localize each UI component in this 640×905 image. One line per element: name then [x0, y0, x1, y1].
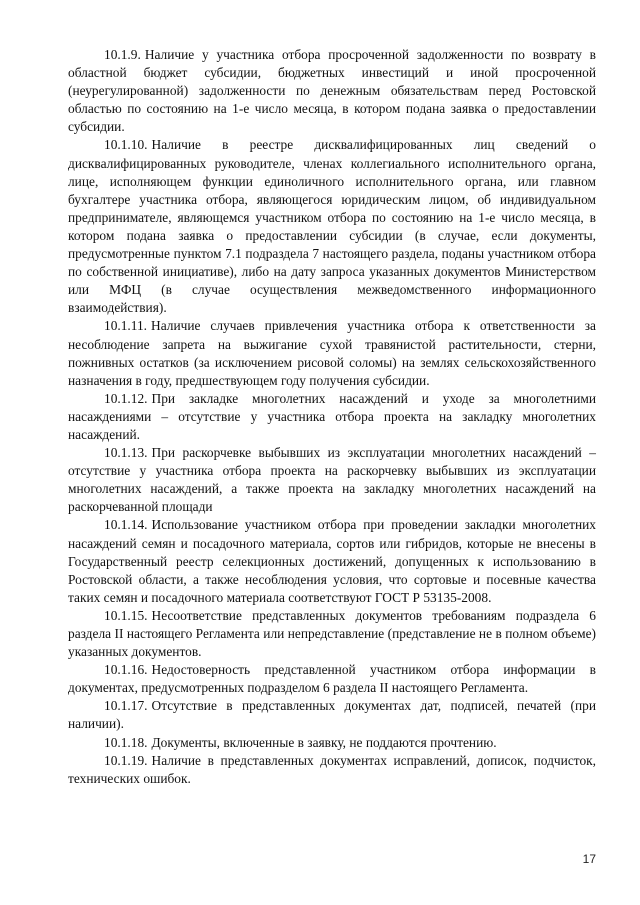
paragraph-number: 10.1.9. — [104, 47, 141, 62]
paragraph-text: Использование участником отбора при проведении закладки многолетних насаждений семян и посадочного материала, сортов или гибридов, которые не внесены в Государственный реестр селекционных достижений, допущенных к использованию в Ростовской области, а также несоблюдения условия, что сортовые и посевные качества таких семян и посадочного материала соответствуют ГОСТ Р 53135-2008. — [68, 517, 596, 605]
paragraph-10-1-11 — [68, 317, 596, 389]
paragraph-text: Недостоверность представленной участником отбора информации в документах, предусмотренных подразделом 6 раздела II настоящего Регламента. — [68, 662, 596, 696]
paragraph-text: Отсутствие в представленных документах дат, подписей, печатей (при наличии). — [68, 698, 596, 732]
page-number: 17 — [582, 852, 596, 866]
paragraph-10-1-10 — [68, 136, 596, 317]
paragraph-text: Наличие в реестре дисквалифицированных лиц сведений о дисквалифицированных руководителе, членах коллегиального исполнительного органа, лице, исполняющем функции единоличного исполнительного органа, или главном бухгалтере участника отбора, являющегося юридическим лицом, об индивидуальном предпринимателе, являющемся участником отбора по состоянию на 1-е число месяца, в котором подана заявка о предоставлении субсидии (в случае, если документы, предусмотренные пунктом 7.1 подраздела 7 настоящего раздела, поданы участником отбора по собственной инициативе), либо на дату запроса указанных документов Министерством или МФЦ (в случае осуществления межведомственного информационного взаимодействия). — [68, 137, 596, 316]
page-body — [68, 46, 596, 788]
paragraph-number: 10.1.11. — [104, 318, 148, 334]
paragraph-number: 10.1.12. — [104, 390, 148, 406]
paragraph-number: 10.1.19. — [104, 752, 148, 768]
paragraph-10-1-13 — [68, 444, 596, 516]
paragraph-text: При закладке многолетних насаждений и уходе за многолетними насаждениями – отсутствие у участника отбора проекта на закладку многолетних насаждений. — [68, 390, 596, 442]
paragraph-10-1-15 — [68, 607, 596, 661]
paragraph-10-1-14 — [68, 516, 596, 606]
paragraph-number: 10.1.18. — [104, 734, 148, 750]
paragraph-10-1-18 — [68, 734, 596, 752]
paragraph-10-1-17 — [68, 697, 596, 733]
paragraph-number: 10.1.14. — [104, 517, 148, 533]
paragraph-text: Наличие у участника отбора просроченной задолженности по возврату в областной бюджет субсидии, бюджетных инвестиций и иной просроченной (неурегулированной) задолженности по денежным обязательствам перед Ростовской областью по состоянию на 1-е число месяца, в котором подана заявка о предоставлении субсидии. — [68, 47, 596, 135]
paragraph-text: Наличие случаев привлечения участника отбора к ответственности за несоблюдение запрета на выжигание сухой травянистой растительности, стерни, пожнивных остатков (за исключением рисовой соломы) на землях сельскохозяйственного назначения в году, предшествующем году получения субсидии. — [68, 318, 596, 388]
paragraph-10-1-19 — [68, 752, 596, 788]
paragraph-number: 10.1.17. — [104, 698, 148, 714]
paragraph-text: Документы, включенные в заявку, не поддаются прочтению. — [151, 734, 497, 750]
paragraph-10-1-16 — [68, 661, 596, 697]
paragraph-10-1-12 — [68, 390, 596, 444]
paragraph-text: Несоответствие представленных документов требованиям подраздела 6 раздела II настоящего Регламента или непредставление (представление не в полном объеме) указанных документов. — [68, 607, 596, 660]
paragraph-10-1-9 — [68, 46, 596, 136]
paragraph-number: 10.1.10. — [104, 137, 148, 153]
paragraph-number: 10.1.16. — [104, 662, 148, 678]
paragraph-number: 10.1.13. — [104, 445, 148, 461]
paragraph-number: 10.1.15. — [104, 607, 148, 623]
paragraph-text: Наличие в представленных документах исправлений, дописок, подчисток, технических ошибок. — [68, 752, 596, 786]
paragraph-text: При раскорчевке выбывших из эксплуатации многолетних насаждений – отсутствие у участника отбора проекта на раскорчевку выбывших из эксплуатации многолетних насаждений, а также проекта на закладку многолетних насаждений на раскорчеванной площади — [68, 445, 596, 515]
